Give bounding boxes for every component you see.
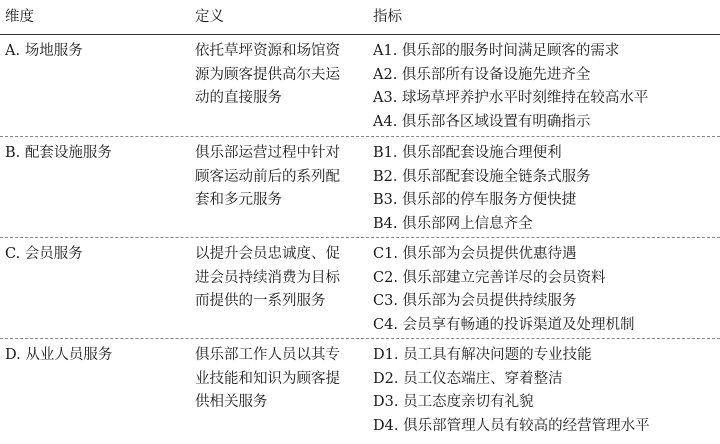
header-definition: 定义 [195, 9, 224, 25]
definition-line: 而提供的一系列服务 [195, 293, 326, 309]
indicator-list [373, 243, 635, 337]
indicator-item: A3. 球场草坪养护水平时刻维持在较高水平 [373, 90, 649, 106]
indicator-item: B2. 俱乐部配套设施全链条式服务 [373, 168, 591, 185]
definition-text [195, 344, 340, 415]
definition-line: 俱乐部运营过程中针对 [195, 145, 340, 161]
indicator-list [373, 40, 648, 134]
header-dimension: 维度 [5, 9, 34, 25]
definition-line: 以提升会员忠诚度、促 [195, 246, 340, 262]
definition-line: 进会员持续消费为目标 [195, 269, 340, 286]
indicator-item: C4. 会员享有畅通的投诉渠道及处理机制 [373, 316, 635, 333]
definition-text [195, 142, 340, 213]
header-indicators: 指标 [373, 9, 402, 25]
dimension-label: D. 从业人员服务 [5, 347, 113, 363]
definition-line: 供相关服务 [195, 394, 268, 410]
table-header [0, 0, 720, 35]
indicator-item: D4. 俱乐部管理人员有较高的经营管理水平 [373, 417, 650, 434]
dimension-label: A. 场地服务 [5, 43, 83, 59]
definition-line: 俱乐部工作人员以其专 [195, 347, 340, 363]
indicator-item: B1. 俱乐部配套设施合理便利 [373, 145, 562, 161]
indicator-item: A4. 俱乐部各区域设置有明确指示 [373, 113, 591, 130]
row-divider [0, 338, 720, 339]
definition-line: 依托草坪资源和场馆资 [195, 43, 340, 59]
definition-line: 业技能和知识为顾客提 [195, 370, 340, 387]
row-divider [0, 237, 720, 238]
definition-line: 动的直接服务 [195, 90, 282, 106]
indicator-item: C2. 俱乐部建立完善详尽的会员资料 [373, 269, 606, 286]
definition-text [195, 40, 340, 111]
indicator-item: D2. 员工仪态端庄、穿着整洁 [373, 370, 563, 387]
definition-line: 套和多元服务 [195, 192, 282, 208]
indicator-item: D3. 员工态度亲切有礼貌 [373, 394, 534, 410]
definition-line: 源为顾客提供高尔夫运 [195, 66, 340, 83]
dimension-label: B. 配套设施服务 [5, 145, 112, 161]
dimension-label: C. 会员服务 [5, 246, 83, 262]
indicator-item: C3. 俱乐部为会员提供持续服务 [373, 293, 577, 309]
indicator-item: D1. 员工具有解决问题的专业技能 [373, 347, 592, 363]
indicator-item: B4. 俱乐部网上信息齐全 [373, 215, 533, 232]
indicator-item: B3. 俱乐部的停车服务方便快捷 [373, 192, 577, 208]
indicator-item: C1. 俱乐部为会员提供优惠待遇 [373, 246, 577, 262]
definition-line: 顾客运动前后的系列配 [195, 168, 340, 185]
indicator-item: A2. 俱乐部所有设备设施先进齐全 [373, 66, 591, 83]
indicator-list [373, 142, 591, 236]
indicator-list [373, 344, 650, 438]
indicator-item: A1. 俱乐部的服务时间满足顾客的需求 [373, 43, 620, 59]
row-divider [0, 136, 720, 137]
definition-text [195, 243, 340, 314]
